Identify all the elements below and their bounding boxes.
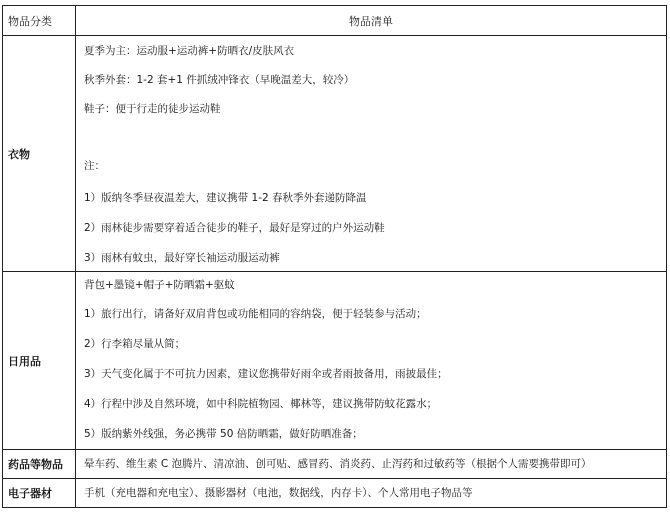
list-line: 4）行程中涉及自然环境，如中科院植物园、椰林等，建议携带防蚊花露水； [84, 398, 438, 410]
list-line: 3）雨林有蚊虫，最好穿长袖运动服运动裤 [84, 252, 280, 264]
table-row-electronics [3, 479, 667, 508]
category-medicine: 药品等物品 [3, 450, 76, 479]
list-line: 秋季外套：1-2 套+1 件抓绒冲锋衣（早晚温差大，较冷） [84, 74, 355, 86]
packing-list-table [2, 5, 667, 508]
list-line: 夏季为主：运动服+运动裤+防晒衣/皮肤风衣 [84, 45, 295, 57]
note-label: 注： [84, 160, 105, 172]
list-line: 背包+墨镜+帽子+防晒霜+驱蚊 [84, 279, 235, 291]
table-row-daily [3, 272, 667, 450]
list-line: 5）版纳紫外线强，务必携带 50 倍防晒霜，做好防晒准备； [84, 428, 363, 440]
table-row-clothing [3, 36, 667, 272]
category-daily: 日用品 [3, 272, 76, 450]
category-electronics: 电子器材 [3, 479, 76, 508]
list-line: 鞋子：便于行走的徒步运动鞋 [84, 103, 221, 115]
list-line: 1）版纳冬季昼夜温差大，建议携带 1-2 春秋季外套递防降温 [84, 192, 367, 204]
list-electronics [76, 479, 667, 508]
list-line: 晕车药、维生素 C 泡腾片、清凉油、创可贴、感冒药、消炎药、止泻药和过敏药等（根据个人需要携带即可） [84, 458, 592, 470]
list-daily [76, 272, 667, 450]
list-line: 2）雨林徒步需要穿着适合徒步的鞋子，最好是穿过的户外运动鞋 [84, 222, 385, 234]
list-medicine [76, 450, 667, 479]
list-line: 3）天气变化属于不可抗力因素，建议您携带好雨伞或者雨披备用，雨披最佳； [84, 368, 448, 380]
table-header-row [3, 6, 667, 36]
list-line: 手机（充电器和充电宝）、摄影器材（电池，数据线，内存卡）、个人常用电子物品等 [84, 487, 473, 499]
header-category: 物品分类 [3, 6, 76, 36]
list-line: 1）旅行出行，请备好双肩背包或功能相同的容纳袋，便于轻装参与活动； [84, 308, 427, 320]
list-clothing [76, 36, 667, 272]
list-line: 2）行李箱尽量从简； [84, 338, 186, 350]
category-clothing: 衣物 [3, 36, 76, 272]
table-row-medicine [3, 450, 667, 479]
header-list: 物品清单 [76, 6, 667, 36]
